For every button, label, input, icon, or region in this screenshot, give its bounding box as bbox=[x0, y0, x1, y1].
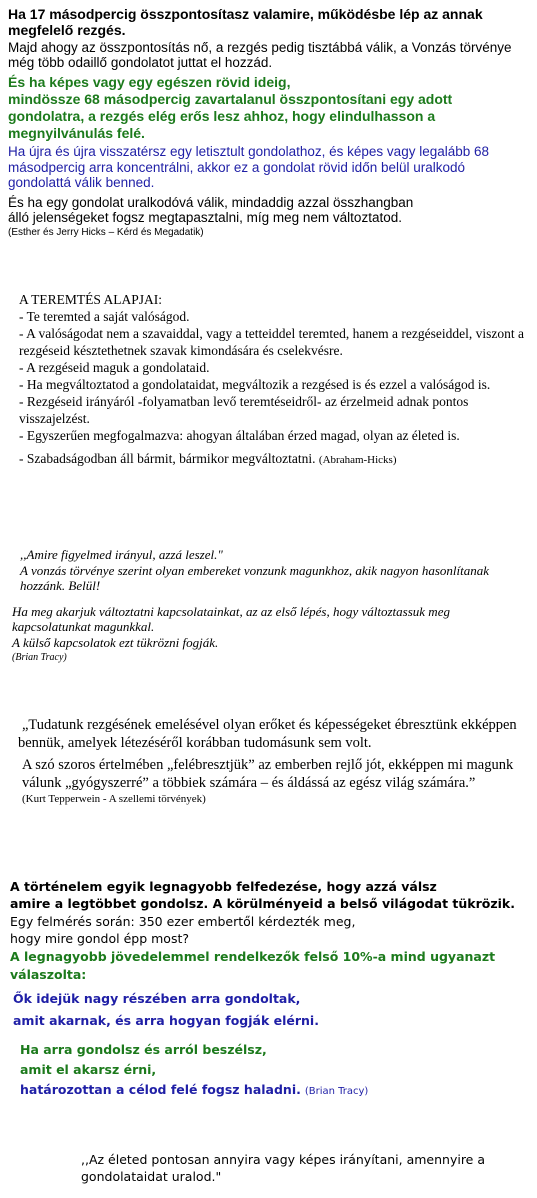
section-creation-basics bbox=[19, 291, 524, 469]
source-brian-tracy-2: (Brian Tracy) bbox=[304, 1086, 369, 1097]
quote-attention: ,,Amire figyelmed irányul, azzá leszel." bbox=[20, 547, 223, 562]
source-hicks: (Esther és Jerry Hicks – Kérd és Megadatik) bbox=[8, 226, 204, 238]
section-closing-quote bbox=[81, 1151, 526, 1185]
source-abraham-hicks: (Abraham-Hicks) bbox=[318, 454, 397, 466]
green-paragraph-68-seconds: mindössze 68 másodpercig zavartalanul összpontosítani egy adott gondolatra, a rezgés elég erős lesz ahhoz, hogy elindulhasson a megnyilvánulás felé. bbox=[8, 91, 453, 141]
blue-advice-line bbox=[10, 1080, 530, 1102]
paragraph-dominant-line1: És ha egy gondolat uralkodóvá válik, mindaddig azzal összhangban bbox=[8, 194, 414, 210]
creation-item-freedom bbox=[19, 450, 524, 469]
section-tepperwein bbox=[18, 716, 537, 806]
creation-title: A TEREMTÉS ALAPJAI: bbox=[19, 292, 163, 307]
creation-item: - A valóságodat nem a szavaiddal, vagy a tetteiddel teremted, hanem a rezgéseiddel, viszont a rezgéseid késztethetnek szavak kimondására és cselekvésre. bbox=[19, 326, 524, 358]
source-tepperwein: (Kurt Tepperwein - A szellemi törvények) bbox=[22, 793, 206, 805]
blue-thought-line-1: Ők idejük nagy részében arra gondoltak, bbox=[13, 991, 301, 1006]
section-hicks bbox=[8, 6, 528, 240]
blue-thought-line-2: amit akarnak, és arra hogyan fogják elérni. bbox=[13, 1013, 319, 1028]
discovery-line-2: amire a legtöbbet gondolsz. A körülményeid a belső világodat tükrözik. bbox=[10, 896, 515, 911]
tepperwein-paragraph-1: „Tudatunk rezgésének emelésével olyan erőket és képességeket ébresztünk ekképpen bennük, amelyek létezéséről korábban tudomásunk sem volt. bbox=[18, 717, 517, 751]
creation-item: - Ha megváltoztatod a gondolataidat, megváltozik a rezgésed is és ezzel a valóságod is. bbox=[19, 377, 491, 392]
closing-quote: ,,Az életed pontosan annyira vagy képes irányítani, amennyire a gondolataidat uralod." bbox=[81, 1152, 486, 1184]
relationships-line: Ha meg akarjuk változtatni kapcsolatainkat, az az első lépés, hogy változtassuk meg kapcsolatunkat magunkkal. bbox=[12, 603, 450, 634]
tepperwein-paragraph-2: A szó szoros értelmében „felébresztjük” az emberben rejlő jót, ekképpen mi magunk válunk „gyógyszerré” a többiek számára – és áldássá az egész világ számára.” bbox=[22, 757, 514, 791]
section-tracy-attention bbox=[12, 547, 522, 665]
survey-line-1: Egy felmérés során: 350 ezer embertől kérdezték meg, bbox=[10, 914, 356, 929]
survey-line-2: hogy mire gondol épp most? bbox=[10, 931, 189, 946]
discovery-line-1: A történelem egyik legnagyobb felfedezése, hogy azzá válsz bbox=[10, 879, 437, 894]
section-tracy-discovery bbox=[10, 878, 530, 1102]
blue-advice-text: határozottan a célod felé fogsz haladni. bbox=[20, 1082, 301, 1097]
creation-item: - A rezgéseid maguk a gondolataid. bbox=[19, 360, 210, 375]
paragraph-focus: Majd ahogy az összpontosítás nő, a rezgés pedig tisztábbá válik, a Vonzás törvénye még több odaillő gondolatot juttat el hozzád. bbox=[8, 40, 512, 70]
creation-item: - Te teremted a saját valóságod. bbox=[19, 309, 190, 324]
green-line-short-time: És ha képes vagy egy egészen rövid ideig, bbox=[8, 74, 291, 90]
creation-item-freedom-text: - Szabadságodban áll bármit, bármikor megváltoztatni. bbox=[19, 451, 316, 466]
heading-17-seconds: Ha 17 másodpercig összpontosítasz valamire, működésbe lép az annak megfelelő rezgés. bbox=[8, 6, 483, 38]
green-advice-line-2: amit el akarsz érni, bbox=[20, 1062, 157, 1077]
external-relationships-line: A külső kapcsolatok ezt tükrözni fogják. bbox=[12, 634, 219, 650]
green-advice-line-1: Ha arra gondolsz és arról beszélsz, bbox=[20, 1042, 267, 1057]
law-of-attraction-line: A vonzás törvénye szerint olyan embereket vonzunk magunkhoz, akik nagyon hasonlítanak hozzánk. Belül! bbox=[20, 562, 489, 593]
creation-item: - Egyszerűen megfogalmazva: ahogyan általában érzed magad, olyan az életed is. bbox=[19, 428, 460, 443]
creation-item: - Rezgéseid irányáról -folyamatban levő teremtéseidről- az érzelmeid adnak pontos visszajelzést. bbox=[19, 394, 469, 426]
blue-paragraph-dominant-thought: Ha újra és újra visszatérsz egy letisztult gondolathoz, és képes vagy legalább 68 másodpercig arra koncentrálni, akkor ez a gondolat rövid időn belül uralkodó gondolattá válik benned. bbox=[8, 144, 490, 190]
top-income-line: A legnagyobb jövedelemmel rendelkezők felső 10%-a mind ugyanazt válaszolta: bbox=[10, 949, 496, 982]
paragraph-dominant-line2: álló jelenségeket fogsz megtapasztalni, míg meg nem változtatod. bbox=[8, 209, 402, 225]
source-brian-tracy: (Brian Tracy) bbox=[12, 652, 67, 663]
